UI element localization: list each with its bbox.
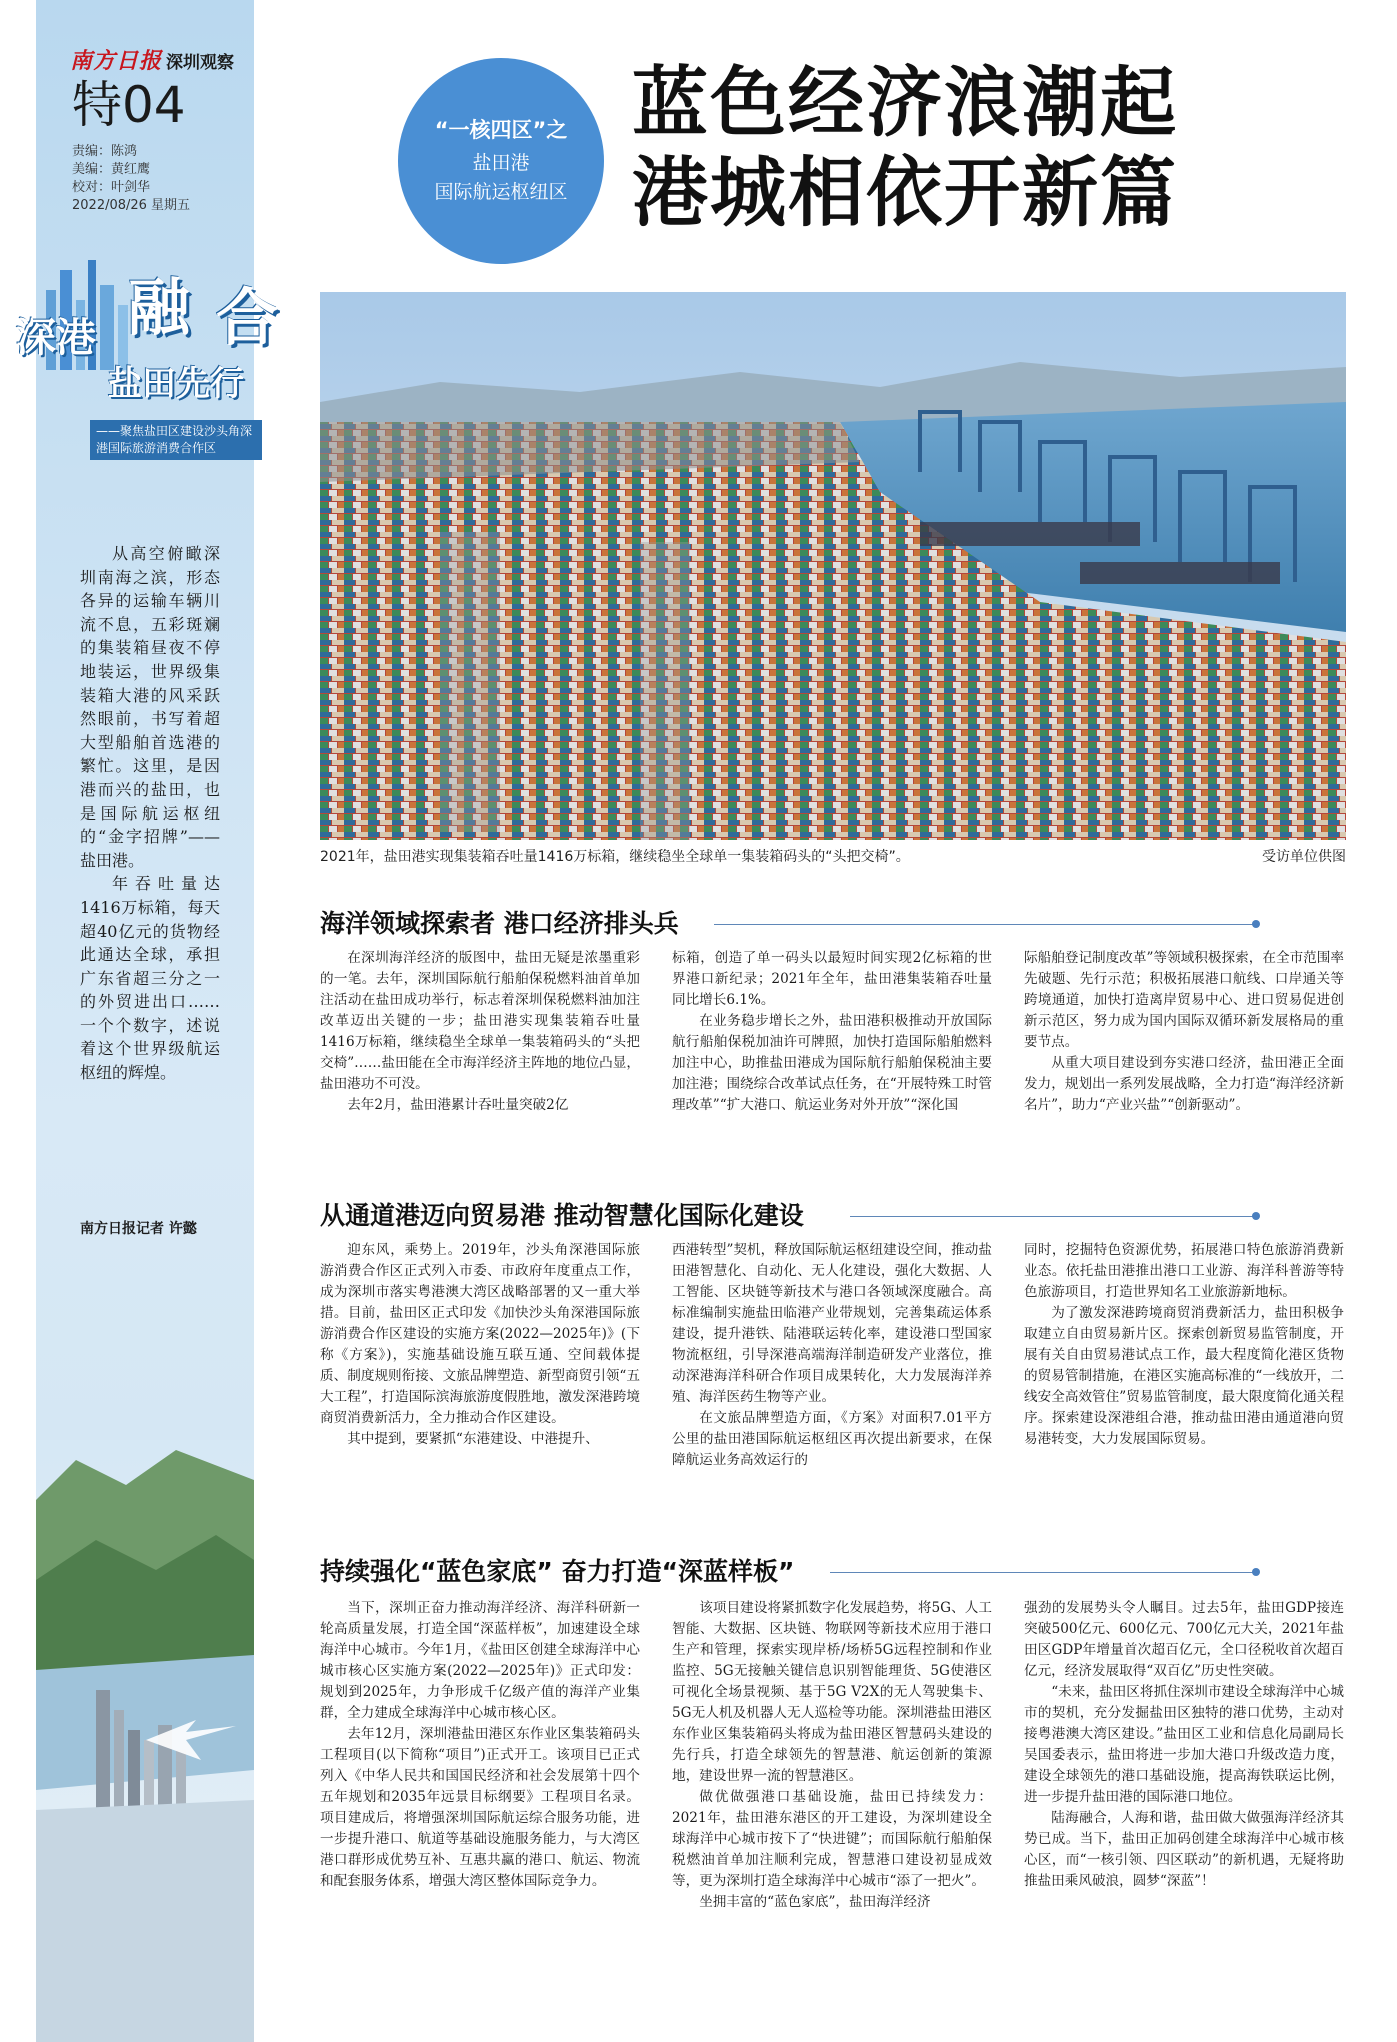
section3-rule xyxy=(830,1572,1254,1573)
circle-place-label: 盐田港 xyxy=(472,152,530,174)
section-name: 深圳观察 xyxy=(166,53,235,73)
byline: 南方日报记者 许懿 xyxy=(80,1221,197,1237)
banner-bottom-text: 盐田先行 xyxy=(108,364,244,404)
banner-center-text: 融 xyxy=(128,271,191,344)
editor-credit: 责编：陈鸿 xyxy=(72,144,138,159)
designer-credit: 美编：黄红鹰 xyxy=(72,162,151,177)
paragraph: 标箱，创造了单一码头以最短时间实现2亿标箱的世界港口新纪录；2021年全年，盐田港集装箱吞吐量同比增长6.1%。 xyxy=(672,950,992,1008)
paragraph: 去年12月，深圳港盐田港区东作业区集装箱码头工程项目(以下简称“项目”)正式开工。该项目已正式列入《中华人民共和国国民经济和社会发展第十四个五年规划和2035年远景目标纲要》工程项目名录。项目建成后，将增强深圳国际航运综合服务功能，进一步提升港口、航道等基础设施服务能力，与大湾区港口群形成优势互补、互惠共赢的港口、航运、物流和配套服务体系，增强大湾区整体国际竞争力。 xyxy=(320,1726,640,1889)
intro-text xyxy=(80,542,220,1085)
headline-line: 蓝色经济浪潮起 xyxy=(632,58,1178,147)
section2-rule-dot xyxy=(1252,1212,1260,1220)
section1-column-2 xyxy=(672,948,992,1142)
section3-title: 持续强化“蓝色家底” 奋力打造“深蓝样板” xyxy=(320,1557,795,1586)
banner-tagline: ——聚焦盐田区建设沙头角深港国际旅游消费合作区 xyxy=(90,420,262,460)
paragraph: 迎东风，乘势上。2019年，沙头角深港国际旅游消费合作区正式列入市委、市政府年度重点工作，成为深圳市落实粤港澳大湾区战略部署的又一重大举措。目前，盐田区正式印发《加快沙头角深港国际旅游消费合作区建设的实施方案(2022—2025年)》(下称《方案》)，实施基础设施互联互通、空间载体提质、制度规则衔接、文旅品牌塑造、新型商贸引领“五大工程”，打造国际滨海旅游度假胜地，激发深港跨境商贸消费新活力，全力推动合作区建设。 xyxy=(320,1242,640,1426)
headline xyxy=(632,58,1178,238)
section2-rule xyxy=(850,1216,1254,1217)
section1-rule-dot xyxy=(1252,920,1260,928)
paragraph: 在文旅品牌塑造方面，《方案》对面积7.01平方公里的盐田港国际航运枢纽区再次提出新要求，在保障航运业务高效运行的 xyxy=(672,1410,992,1468)
paragraph: 在业务稳步增长之外，盐田港积极推动开放国际航行船舶保税加油许可牌照，加快打造国际船舶燃料加注中心，助推盐田港成为国际航行船舶保税油主要加注港；围绕综合改革试点任务，在“开展特殊工时管理改革”“扩大港口、航运业务对外开放”“深化国 xyxy=(672,1013,992,1113)
paragraph: 坐拥丰富的“蓝色家底”，盐田海洋经济 xyxy=(699,1894,931,1910)
banner-right-text: 合 xyxy=(216,281,279,354)
series-banner xyxy=(16,258,296,408)
intro-paragraph: 年吞吐量达1416万标箱，每天超40亿元的货物经此通达全球，承担广东省超三分之一的外贸进出口……一个个数字，述说着这个世界级航运枢纽的辉煌。 xyxy=(80,874,220,1083)
paragraph: 为了激发深港跨境商贸消费新活力，盐田积极争取建立自由贸易新片区。探索创新贸易监管制度，开展有关自由贸易港试点工作，最大程度简化港区货物的贸易管制措施，在港区实施高标准的“一线放开，二线安全高效管住”贸易监管制度，最大限度简化通关程序。探索建设深港组合港，推动盐田港由通道港向贸易港转变，大力发展国际贸易。 xyxy=(1024,1305,1344,1447)
section2-column-1 xyxy=(320,1240,640,1518)
paragraph: 做优做强港口基础设施，盐田已持续发力：2021年，盐田港东港区的开工建设，为深圳建设全球海洋中心城市按下了“快进键”；而国际航行船舶保税燃油首单加注顺利完成，智慧港口建设初显成效等，更为深圳打造全球海洋中心城市“添了一把火”。 xyxy=(672,1789,992,1889)
paragraph: 同时，挖掘特色资源优势，拓展港口特色旅游消费新业态。依托盐田港推出港口工业游、海洋科普游等特色旅游项目，打造世界知名工业旅游新地标。 xyxy=(1024,1242,1344,1300)
paragraph: 其中提到，要紧抓“东港建设、中港提升、 xyxy=(347,1431,599,1447)
paragraph: 陆海融合，人海和谐，盐田做大做强海洋经济其势已成。当下，盐田正加码创建全球海洋中心城市核心区，而“一核引领、四区联动”的新机遇，无疑将助推盐田乘风破浪，圆梦“深蓝”！ xyxy=(1024,1810,1344,1889)
section2-column-3 xyxy=(1024,1240,1344,1518)
section1-rule xyxy=(714,924,1254,925)
port-photo xyxy=(320,292,1346,840)
paragraph: 强劲的发展势头令人瞩目。过去5年，盐田GDP接连突破500亿元、600亿元、700亿元大关，2021年盐田区GDP年增量首次超百亿元，全口径税收首次超百亿元，经济发展取得“双百亿”历史性突破。 xyxy=(1024,1600,1344,1679)
paragraph: 当下，深圳正奋力推动海洋经济、海洋科研新一轮高质量发展，打造全国“深蓝样板”，加速建设全球海洋中心城市。今年1月，《盐田区创建全球海洋中心城市核心区实施方案(2022—2025年)》正式印发：规划到2025年，力争形成千亿级产值的海洋产业集群，全力建成全球海洋中心城市核心区。 xyxy=(320,1600,640,1721)
circle-zone-label: 国际航运枢纽区 xyxy=(434,181,568,203)
paragraph: “未来，盐田区将抓住深圳市建设全球海洋中心城市的契机，充分发掘盐田区独特的港口优势，主动对接粤港澳大湾区建设。”盐田区工业和信息化局副局长吴国委表示，盐田将进一步加大港口升级改造力度，建设全球领先的港口基础设施，提高海铁联运比例，进一步提升盐田港的国际港口地位。 xyxy=(1024,1684,1344,1805)
proofreader-credit: 校对：叶剑华 xyxy=(72,180,151,195)
caption-text: 2021年，盐田港实现集装箱吞吐量1416万标箱，继续稳坐全球单一集装箱码头的“头把交椅”。 xyxy=(320,849,910,865)
paragraph: 西港转型”契机，释放国际航运枢纽建设空间，推动盐田港智慧化、自动化、无人化建设，强化大数据、人工智能、区块链等新技术与港口各领域深度融合。高标准编制实施盐田临港产业带规划，完善集疏运体系建设，提升港铁、陆港联运转化率，建设港口型国家物流枢纽，引导深港高端海洋制造研发产业落位，推动深港海洋科研合作项目成果转化，大力发展海洋养殖、海洋医药生物等产业。 xyxy=(672,1242,992,1405)
section1-column-1 xyxy=(320,948,640,1142)
paragraph: 际船舶登记制度改革”等领域积极探索，在全市范围率先破题、先行示范；积极拓展港口航线、口岸通关等跨境通道，加快打造离岸贸易中心、进口贸易促进创新示范区，努力成为国内国际双循环新发展格局的重要节点。 xyxy=(1024,950,1344,1050)
section2-title: 从通道港迈向贸易港 推动智慧化国际化建设 xyxy=(320,1201,804,1230)
section3-column-3 xyxy=(1024,1598,1344,2002)
banner-left-text: 深港 xyxy=(16,314,96,361)
intro-paragraph: 从高空俯瞰深圳南海之滨，形态各异的运输车辆川流不息，五彩斑斓的集装箱昼夜不停地装运，世界级集装箱大港的风采跃然眼前，书写着超大型船舶首选港的繁忙。这里，是因港而兴的盐田，也是国际航运枢纽的“金字招牌”——盐田港。 xyxy=(80,544,220,870)
masthead xyxy=(36,44,256,215)
paragraph: 在深圳海洋经济的版图中，盐田无疑是浓墨重彩的一笔。去年，深圳国际航行船舶保税燃料油首单加注活动在盐田成功举行，标志着深圳保税燃料油加注改革迈出关键的一步；盐田港实现集装箱吞吐量1416万标箱，继续稳坐全球单一集装箱码头的“头把交椅”……盐田能在全市海洋经济主阵地的地位凸显，盐田港功不可没。 xyxy=(320,950,640,1092)
headline-line: 港城相依开新篇 xyxy=(632,148,1178,237)
section1-title: 海洋领域探索者 港口经济排头兵 xyxy=(320,909,679,938)
section3-rule-dot xyxy=(1252,1568,1260,1576)
section3-column-2 xyxy=(672,1598,992,2002)
section2-column-2 xyxy=(672,1240,992,1518)
photo-caption xyxy=(320,846,1346,866)
landscape-illustration xyxy=(36,1440,254,2042)
section3-column-1 xyxy=(320,1598,640,2002)
paragraph: 该项目建设将紧抓数字化发展趋势，将5G、人工智能、大数据、区块链、物联网等新技术应用于港口生产和管理，探索实现岸桥/场桥5G远程控制和作业监控、5G无接触关键信息识别智能理货、5G使港区可视化全场景视频、基于5G V2X的无人驾驶集卡、5G无人机及机器人无人巡检等功能。深圳港盐田港区东作业区集装箱码头将成为盐田港区智慧码头建设的先行兵，打造全球领先的智慧港、航运创新的策源地，建设世界一流的智慧港区。 xyxy=(672,1600,992,1784)
section1-column-3 xyxy=(1024,948,1344,1142)
credits xyxy=(36,143,256,215)
photo-credit: 受访单位供图 xyxy=(1262,849,1346,865)
paragraph: 去年2月，盐田港累计吞吐量突破2亿 xyxy=(347,1097,569,1113)
paragraph: 从重大项目建设到夯实港口经济，盐田港正全面发力，规划出一系列发展战略，全力打造“海洋经济新名片”，助力“产业兴盐”“创新驱动”。 xyxy=(1024,1055,1344,1113)
page-number: 特04 xyxy=(72,76,186,134)
newspaper-brand: 南方日报 xyxy=(70,48,163,74)
circle-series-label: “一核四区”之 xyxy=(434,118,568,142)
theme-circle xyxy=(398,58,604,264)
issue-date: 2022/08/26 星期五 xyxy=(72,198,191,213)
